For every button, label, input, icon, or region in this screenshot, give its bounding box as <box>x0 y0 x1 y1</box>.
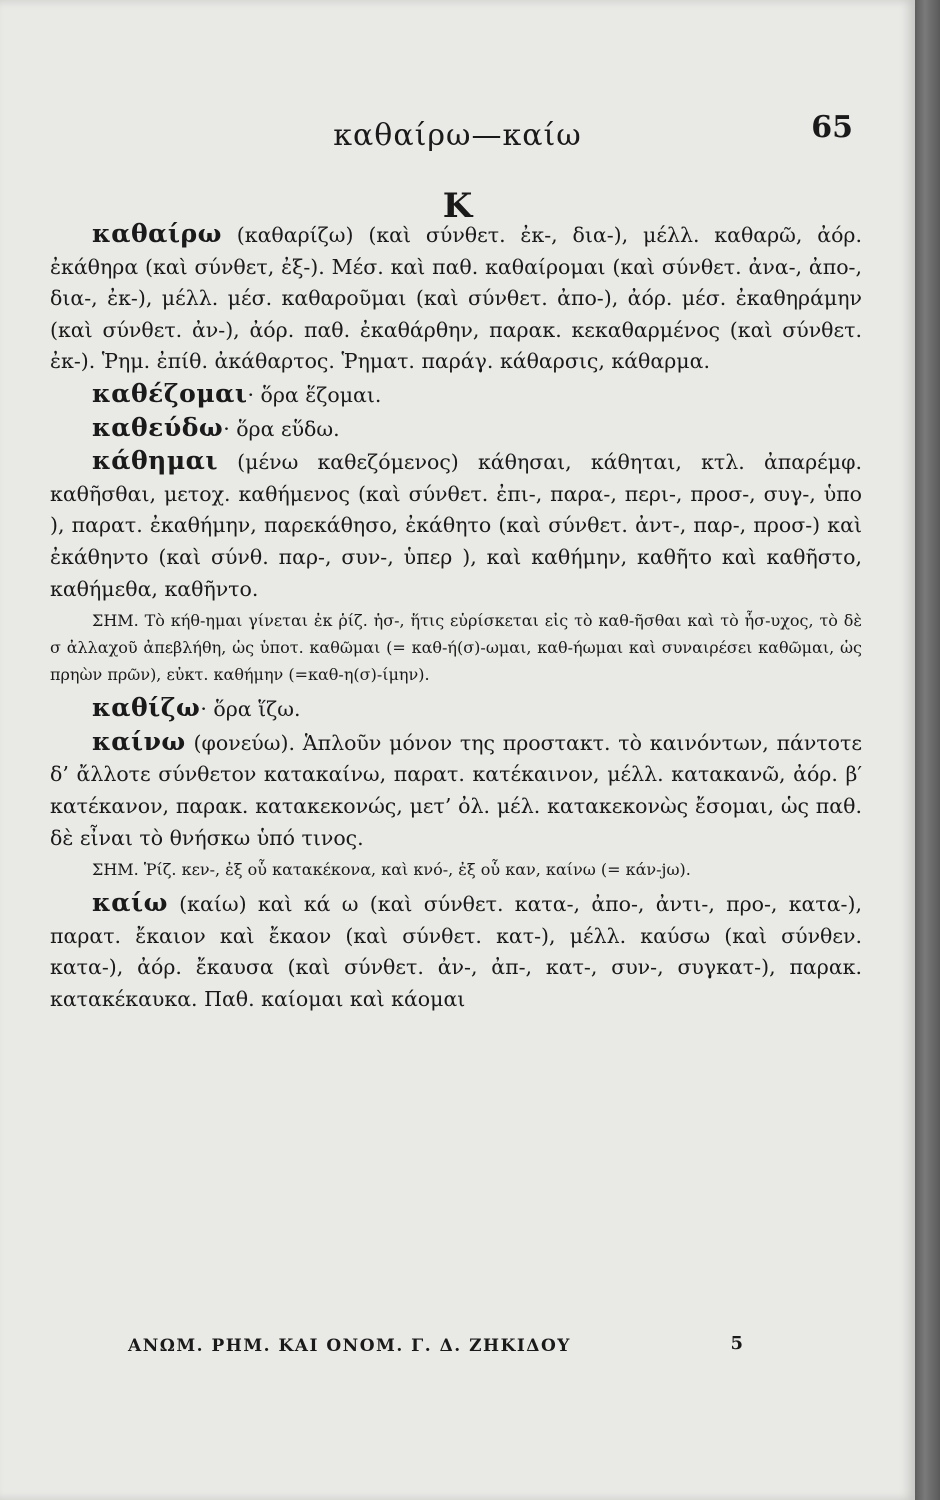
entry-text: · ὅρα εὕδω. <box>223 416 340 441</box>
entry-kathemai <box>50 445 862 605</box>
note-kaino: ΣΗΜ. Ῥίζ. κεν-, ἐξ οὗ κατακέκονα, καὶ κνό-, ἐξ οὗ καν, καίνω (= κάν-jω). <box>92 860 691 880</box>
entry-kathezomai <box>50 378 862 412</box>
headword: καίνω <box>92 726 186 756</box>
headword: καθέζομαι <box>92 378 248 408</box>
headword: κάθημαι <box>92 446 218 476</box>
page-number: 65 <box>811 110 853 145</box>
entry-kaino <box>50 726 862 854</box>
entry-text: (μένω καθεζόμενος) κάθησαι, κάθηται, κτλ. ἀπαρέμφ. καθῆσθαι, μετοχ. καθήμενος (καὶ σύνθετ. ἐπι-, παρα-, περι-, προσ-, συγ-, ὑπο ), παρατ. ἐκαθήμην, παρεκάθησο, ἐκάθητο (καὶ σύνθετ. ἀντ-, παρ-, προσ-) καὶ ἐκάθηντο (καὶ σύνθ. παρ-, συν-, ὑπερ ), καὶ καθήμην, καθῆτο καὶ καθῆστο, καθήμεθα, καθῆντο. <box>50 450 862 601</box>
note-kathemai: ΣΗΜ. Τὸ κήθ-ημαι γίνεται ἐκ ῥίζ. ἡσ-, ἥτις εὑρίσκεται εἰς τὸ καθ-ῆσθαι καὶ τὸ ἧσ-υχος, τὸ δὲ σ ἀλλαχοῦ ἀπεβλήθη, ὡς ὑποτ. καθῶμαι (= καθ-ή(σ)-ωμαι, καθ-ήωμαι καὶ συναιρέσει καθῶμαι, ὡς πρηὼν πρῶν), εὐκτ. καθήμην (=καθ-η(σ)-ίμην). <box>50 611 862 685</box>
headword: καίω <box>92 888 168 918</box>
page-edge-shadow <box>915 0 940 1500</box>
dictionary-body <box>50 218 862 1015</box>
entry-katheudo <box>50 412 862 446</box>
entry-kaio <box>50 887 862 1015</box>
entry-kathizo <box>50 692 862 726</box>
section-letter: Κ <box>442 186 473 226</box>
entry-text: (καίω) καὶ κά ω (καὶ σύνθετ. κατα-, ἀπο-, ἀντι-, προ-, κατα-), παρατ. ἔκαιον καὶ ἔκαον (καὶ σύνθετ. κατ-), μέλλ. καύσω (καὶ σύνθεν. κατα-), ἀόρ. ἔκαυσα (καὶ σύνθετ. ἀν-, ἀπ-, κατ-, συν-, συγκατ-), παρακ. κατακέκαυκα. Παθ. καίομαι καὶ κάομαι <box>50 892 862 1011</box>
headword: καθαίρω <box>92 219 222 248</box>
headword: καθεύδω <box>92 412 224 442</box>
headword: καθίζω <box>92 693 201 723</box>
signature-number: 5 <box>730 1333 743 1354</box>
entry-text: (φονεύω). Ἁπλοῦν μόνον της προστακτ. τὸ καινόντων, πάντοτε δ’ ἄλλοτε σύνθετον κατακαίνω, παρατ. κατέκαινον, μέλλ. κατακανῶ, ἀόρ. β′ κατέκανον, παρακ. κατακεκονώς, μετ’ ὀλ. μέλ. κατακεκονὼς ἔσομαι, ὡς παθ. δὲ εἶναι τὸ θνήσκω ὑπό τινος. <box>50 730 862 850</box>
entry-text: · ὅρα ἕζομαι. <box>247 382 382 407</box>
entry-text: (καθαρίζω) (καὶ σύνθετ. ἐκ-, δια-), μέλλ. καθαρῶ, ἀόρ. ἐκάθηρα (καὶ σύνθετ, ἐξ-). Μέσ. καὶ παθ. καθαίρομαι (καὶ σύνθετ. ἀνα-, ἀπο-, δια-, ἐκ-), μέλλ. μέσ. καθαροῦμαι (καὶ σύνθετ. ἀπο-), ἀόρ. μέσ. ἐκαθηράμην (καὶ σύνθετ. ἀν-), ἀόρ. παθ. ἐκαθάρθην, παρακ. κεκαθαρμένος (καὶ σύνθετ. ἐκ-). Ῥημ. ἐπίθ. ἀκάθαρτος. Ῥηματ. παράγ. κάθαρσις, κάθαρμα. <box>50 223 862 374</box>
entry-text: · ὅρα ἵζω. <box>200 697 301 722</box>
signature-line: ΑΝΩΜ. ΡΗΜ. ΚΑΙ ΟΝΟΜ. Γ. Δ. ΖΗΚΙΔΟΥ <box>128 1336 571 1356</box>
entry-kathairo <box>50 218 862 378</box>
running-head: καθαίρω—καίω <box>333 118 582 153</box>
